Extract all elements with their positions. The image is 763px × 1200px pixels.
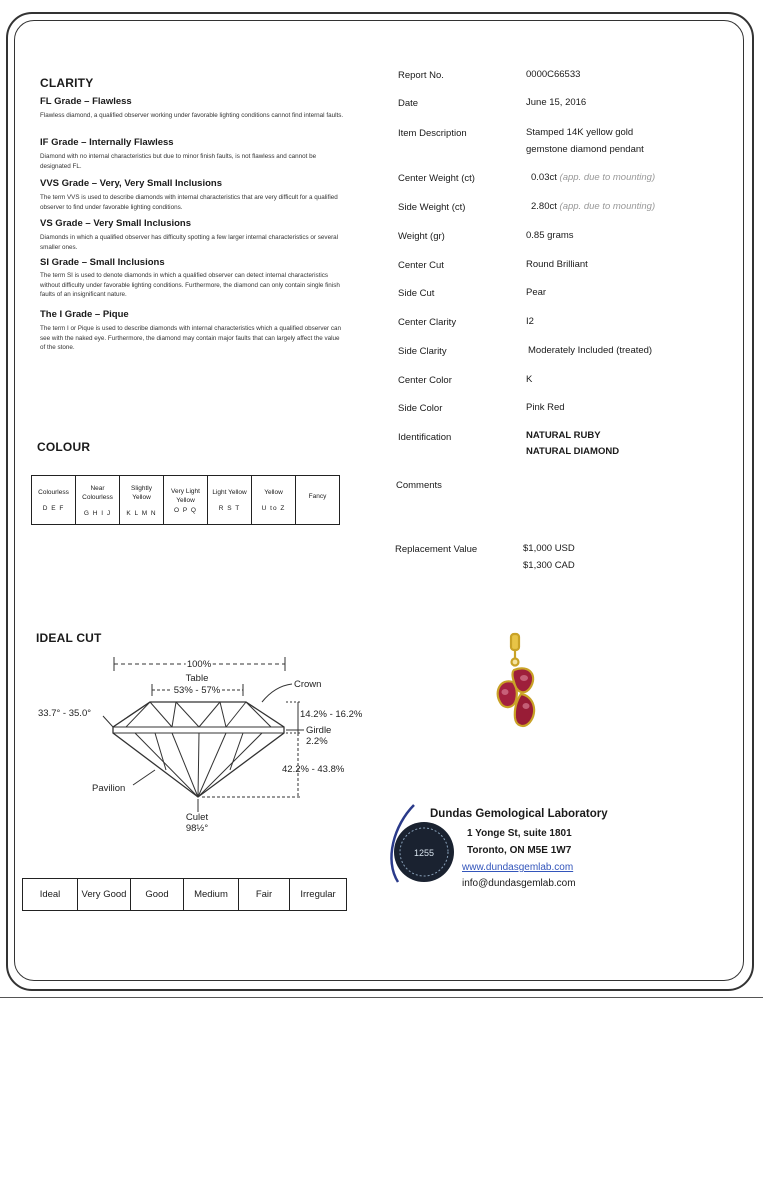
cut-grade-very-good: Very Good [78, 879, 131, 911]
cut-grade-ideal: Ideal [23, 879, 78, 911]
weight-gr-value: 0.85 grams [526, 230, 574, 241]
clarity-fl-desc: Flawless diamond, a qualified observer working under favorable lighting conditions cannot find internal faults. [40, 112, 344, 119]
clarity-if-desc: Diamond with no internal characteristics but due to minor finish faults, is not flawless and cannot be designated FL. [40, 153, 317, 170]
side-color-value: Pink Red [526, 402, 565, 413]
clarity-vvs-desc: The term VVS is used to describe diamonds with internal characteristics that are very difficult for a qualified observer to find under favorable lighting conditions. [40, 194, 338, 211]
clarity-fl-title: FL Grade – Flawless [40, 96, 132, 107]
cut-crown-angle: 33.7° - 35.0° [38, 708, 92, 719]
clarity-i-title: The I Grade – Pique [40, 309, 129, 320]
side-color-label: Side Color [398, 403, 443, 414]
center-cut-label: Center Cut [398, 260, 444, 271]
identification-line1: NATURAL RUBY [526, 430, 601, 441]
colour-name: Colourless [38, 489, 69, 496]
cut-culet-angle: 98½° [185, 823, 209, 834]
cut-girdle-pct: 2.2% [306, 736, 328, 747]
side-clarity-label: Side Clarity [398, 346, 447, 357]
date-label: Date [398, 98, 419, 109]
center-weight-value: 0.03ct [531, 172, 557, 183]
item-description-label: Item Description [398, 128, 467, 139]
cut-total-label: 100% [186, 659, 212, 670]
lab-address-line1: 1 Yonge St, suite 1801 [467, 828, 572, 839]
item-description-value: Stamped 14K yellow gold gemstone diamond pendant [526, 127, 644, 155]
clarity-si-title: SI Grade – Small Inclusions [40, 257, 165, 268]
colour-codes: U to Z [261, 505, 286, 512]
center-clarity-label: Center Clarity [398, 317, 457, 328]
lab-name: Dundas Gemological Laboratory [430, 808, 608, 820]
seal-number: 1255 [413, 848, 435, 858]
identification-label: Identification [398, 432, 452, 443]
center-cut-value: Round Brilliant [526, 259, 588, 270]
cut-pavilion-depth: 42.2% - 43.8% [282, 764, 345, 775]
clarity-if-title: IF Grade – Internally Flawless [40, 137, 174, 148]
side-cut-value: Pear [526, 287, 547, 298]
side-weight-value: 2.80ct [531, 201, 557, 212]
cut-grade-irregular: Irregular [290, 879, 347, 911]
colour-name: Fancy [308, 492, 327, 500]
colour-name: Near Colourless [82, 484, 113, 501]
cut-pavilion-label: Pavilion [92, 783, 126, 794]
colour-codes: D E F [42, 505, 65, 512]
cut-grade-medium: Medium [184, 879, 239, 911]
replacement-value-usd: $1,000 USD [523, 543, 575, 554]
comments-label: Comments [396, 480, 442, 491]
colour-codes: R S T [218, 505, 241, 512]
cut-table-range: 53% - 57% [173, 685, 221, 696]
colour-codes: O P Q [174, 506, 197, 514]
center-weight-note: (app. due to mounting) [559, 172, 656, 183]
weight-gr-label: Weight (gr) [398, 231, 445, 242]
report-no-label: Report No. [398, 70, 444, 81]
clarity-heading: CLARITY [40, 76, 94, 90]
center-color-label: Center Color [398, 375, 452, 386]
cut-table-label: Table [185, 673, 209, 684]
pendant-photo [490, 630, 560, 740]
date-value: June 15, 2016 [526, 97, 587, 108]
cut-grade-good: Good [131, 879, 184, 911]
clarity-vs-desc: Diamonds in which a qualified observer has difficulty spotting a few larger internal characteristics or several smaller ones. [40, 234, 339, 251]
ideal-cut-heading: IDEAL CUT [36, 631, 102, 645]
clarity-i-desc: The term I or Pique is used to describe diamonds with internal characteristics which a qualified observer can see with the naked eye. Furthermore, the diamond may contain major faults that can largely affect the value of the stone. [40, 325, 341, 351]
lab-address-line2: Toronto, ON M5E 1W7 [467, 845, 572, 856]
colour-heading: COLOUR [37, 440, 91, 454]
colour-name: Light Yellow [212, 489, 247, 496]
clarity-si-desc: The term SI is used to denote diamonds in which a qualified observer can detect internal characteristics without difficulty under favorable lighting conditions. Furthermore, the diamond can only contain single finish faults of an insignificant nature. [40, 272, 340, 298]
center-weight-label: Center Weight (ct) [398, 173, 475, 184]
colour-name: Very Light Yellow [171, 487, 200, 504]
replacement-value-label: Replacement Value [395, 544, 478, 555]
colour-name: Slightly Yellow [131, 484, 152, 501]
cut-crown-height: 14.2% - 16.2% [300, 709, 363, 720]
replacement-value-cad: $1,300 CAD [523, 560, 575, 571]
colour-name: Yellow [264, 489, 283, 496]
side-weight-note: (app. due to mounting) [559, 201, 656, 212]
side-cut-label: Side Cut [398, 288, 435, 299]
cut-crown-label: Crown [294, 679, 322, 690]
colour-codes: G H I J [83, 509, 112, 517]
clarity-vvs-title: VVS Grade – Very, Very Small Inclusions [40, 178, 222, 189]
cut-grade-table [22, 878, 347, 911]
center-color-value: K [526, 374, 533, 385]
cut-grade-fair: Fair [239, 879, 290, 911]
report-no-value: 0000C66533 [526, 69, 581, 80]
cut-culet-label: Culet [185, 812, 209, 823]
side-clarity-value: Moderately Included (treated) [528, 345, 653, 356]
lab-website-link[interactable]: www.dundasgemlab.com [462, 862, 574, 873]
center-clarity-value: I2 [526, 316, 534, 327]
lab-email[interactable]: info@dundasgemlab.com [462, 878, 576, 889]
cut-girdle-label: Girdle [306, 725, 332, 736]
side-weight-label: Side Weight (ct) [398, 202, 466, 213]
clarity-vs-title: VS Grade – Very Small Inclusions [40, 218, 192, 229]
identification-line2: NATURAL DIAMOND [526, 446, 620, 457]
colour-codes: K L M N [126, 509, 157, 517]
